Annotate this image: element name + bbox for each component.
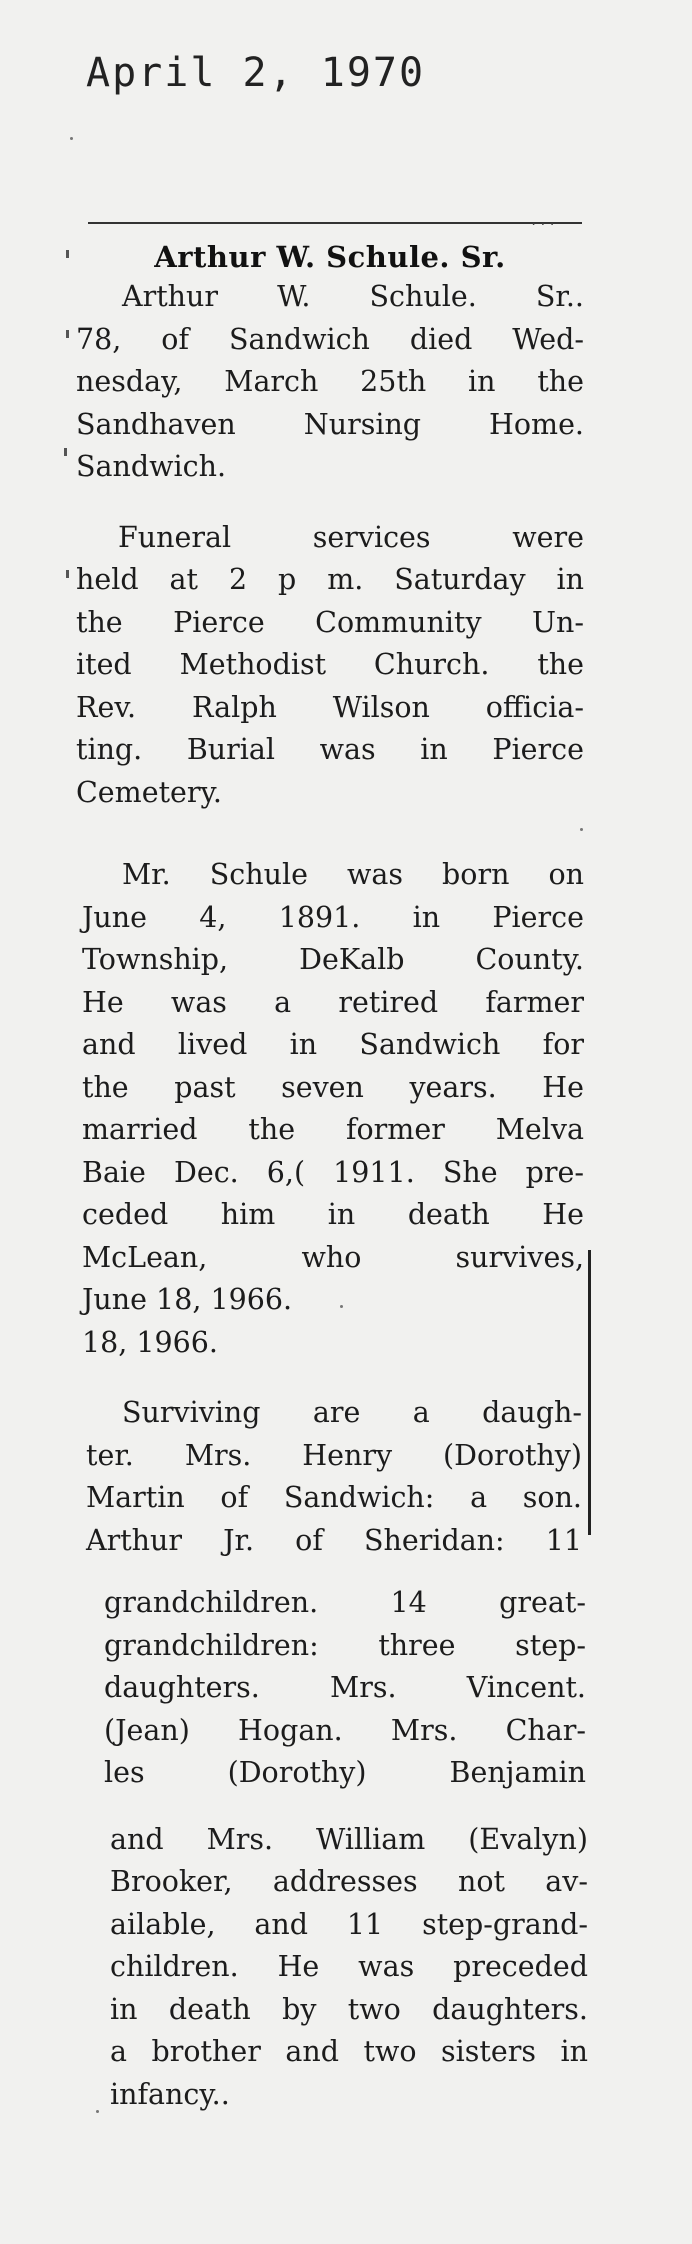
scan-speck (96, 2110, 99, 2113)
text-line: Arthur Jr. of Sheridan: 11 (86, 1523, 582, 1557)
text-line: Arthur W. Schule. Sr.. (122, 280, 584, 313)
text-line: married the former Melva (82, 1113, 584, 1146)
margin-mark (66, 570, 69, 578)
obituary-headline: Arthur W. Schule. Sr. (154, 240, 506, 274)
text-line: ited Methodist Church. the (76, 648, 584, 681)
text-line: Funeral services were (118, 520, 584, 554)
text-line: and lived in Sandwich for (82, 1028, 584, 1061)
text-line: ting. Burial was in Pierce (76, 733, 584, 766)
text-line: 18, 1966. (82, 1325, 218, 1359)
paragraph-gap (76, 814, 584, 854)
text-line: ter. Mrs. Henry (Dorothy) (86, 1438, 582, 1472)
paragraph-grandchildren (76, 1582, 586, 1795)
text-line: infancy.. (110, 2077, 230, 2111)
text-line: Baie Dec. 6,( 1911. She pre- (82, 1155, 584, 1189)
scan-speck (70, 137, 73, 140)
text-line: and Mrs. William (Evalyn) (110, 1822, 588, 1856)
text-line: Surviving are a daugh- (122, 1396, 582, 1429)
text-line: He was a retired farmer (82, 985, 584, 1019)
text-line: Mr. Schule was born on (122, 858, 584, 891)
text-line: Sandhaven Nursing Home. (76, 407, 584, 441)
text-line: in death by two daughters. (110, 1992, 588, 2026)
text-line: children. He was preceded (110, 1950, 588, 1983)
text-line: nesday, March 25th in the (76, 365, 584, 398)
rule-dots-mark: ... (530, 214, 558, 228)
text-line: the Pierce Community Un- (76, 605, 584, 639)
text-line: the past seven years. He (82, 1070, 584, 1104)
column-edge-bar (588, 1250, 591, 1535)
text-line: 78, of Sandwich died Wed- (76, 322, 584, 356)
text-line: (Jean) Hogan. Mrs. Char- (104, 1713, 586, 1747)
paragraph-survivors (76, 1392, 584, 1562)
text-line: grandchildren: three step- (104, 1628, 586, 1662)
text-line: McLean, who survives, (82, 1240, 584, 1274)
margin-mark (66, 250, 69, 258)
text-line: Martin of Sandwich: a son. (86, 1481, 582, 1514)
scan-speck (580, 828, 583, 831)
text-line: grandchildren. 14 great- (104, 1586, 586, 1619)
paragraph-intro (76, 276, 584, 489)
margin-mark (64, 448, 67, 456)
paragraph-gap (76, 1364, 584, 1392)
text-line: a brother and two sisters in (110, 2035, 588, 2068)
text-line: Rev. Ralph Wilson officia- (76, 690, 584, 724)
paragraph-closing (76, 1819, 588, 2117)
text-line: Township, DeKalb County. (82, 943, 584, 976)
column-rule (88, 222, 582, 224)
text-line: held at 2 p m. Saturday in (76, 563, 584, 596)
scan-speck (340, 1305, 343, 1308)
text-line: June 18, 1966. (82, 1283, 293, 1316)
text-line: Brooker, addresses not av- (110, 1865, 588, 1898)
text-line: ailable, and 11 step-grand- (110, 1907, 588, 1941)
text-line: Sandwich. (76, 450, 227, 483)
text-line: daughters. Mrs. Vincent. (104, 1671, 586, 1704)
text-line: ceded him in death He (82, 1198, 584, 1231)
obituary-clipping (76, 240, 588, 2116)
paragraph-gap (76, 489, 584, 517)
paragraph-funeral (76, 517, 584, 815)
clipping-date: April 2, 1970 (86, 50, 426, 96)
paragraph-gap (76, 1795, 584, 1819)
paragraph-biography (76, 854, 584, 1364)
paragraph-gap (76, 1562, 584, 1582)
text-line: les (Dorothy) Benjamin (104, 1756, 586, 1789)
text-line: Cemetery. (76, 775, 222, 809)
margin-mark (66, 330, 69, 338)
text-line: June 4, 1891. in Pierce (82, 900, 584, 934)
